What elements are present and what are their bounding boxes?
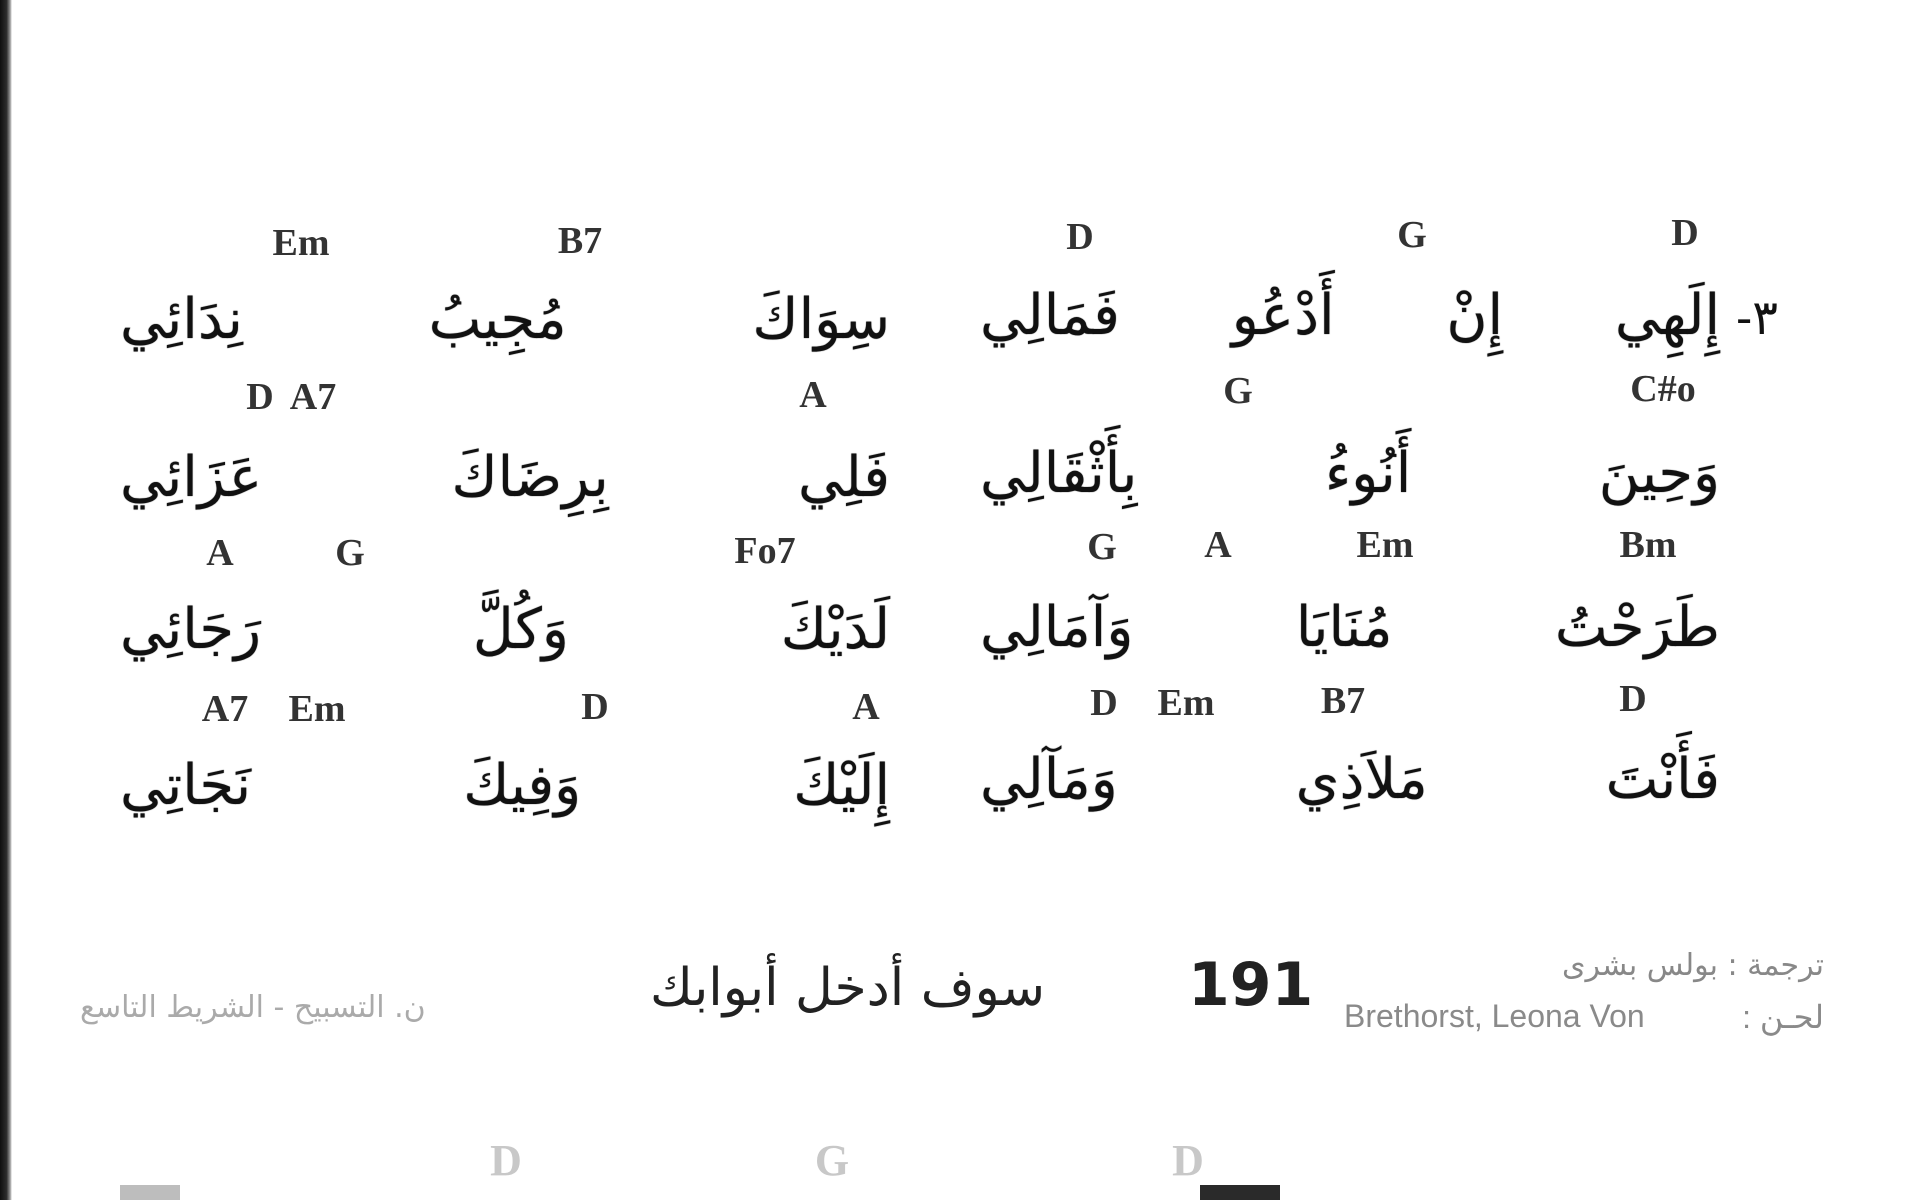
source-credit: ن. التسبيح - الشريط التاسع bbox=[80, 990, 426, 1025]
song-title: سوف أدخل أبوابك bbox=[650, 958, 1046, 1018]
lyric-line: طَرَحْتُ مُنَايَا وَآمَالِي bbox=[980, 595, 1720, 660]
chord: D bbox=[1671, 212, 1699, 254]
chord: Em bbox=[288, 688, 346, 730]
chord: A7 bbox=[289, 376, 337, 418]
next-song-chord: D bbox=[490, 1136, 522, 1185]
lyric-line: إِلَيْكَ وَفِيكَ نَجَاتِي bbox=[120, 753, 890, 818]
translation-credit: ترجمة : بولس بشرى bbox=[1562, 948, 1824, 983]
chord: D bbox=[246, 376, 274, 418]
lyric-line: إِلَهِي إِنْ أَدْعُو فَمَالِي bbox=[980, 283, 1720, 348]
composer-credit bbox=[1344, 998, 1824, 1038]
song-number: 191 bbox=[1188, 950, 1314, 1020]
next-song-chord: G bbox=[814, 1136, 850, 1185]
chord: G bbox=[1087, 526, 1117, 568]
chord: Em bbox=[272, 222, 330, 264]
next-song-chord: D bbox=[1172, 1136, 1204, 1185]
chord: G bbox=[1397, 214, 1427, 256]
chord: D bbox=[1066, 216, 1094, 258]
next-song-text-fragment bbox=[1200, 1185, 1280, 1200]
next-song-text-fragment bbox=[120, 1185, 180, 1200]
chord: A bbox=[206, 532, 234, 574]
chord: G bbox=[335, 532, 365, 574]
chord: Em bbox=[1356, 524, 1414, 566]
composer-label: لحـن : bbox=[1742, 999, 1824, 1035]
chord: D bbox=[1619, 678, 1647, 720]
lyric-line: فَلِي بِرِضَاكَ عَزَائِي bbox=[120, 445, 890, 510]
chord: Fo7 bbox=[734, 530, 796, 572]
chord: D bbox=[1090, 682, 1118, 724]
chord: D bbox=[581, 686, 609, 728]
lyric-line: لَدَيْكَ وَكُلَّ رَجَائِي bbox=[120, 597, 890, 662]
lyric-line: وَحِينَ أَنُوءُ بِأَثْقَالِي bbox=[980, 441, 1720, 506]
composer-name: Brethorst, Leona Von bbox=[1344, 998, 1645, 1034]
lyric-line: سِوَاكَ مُجِيبُ نِدَائِي bbox=[120, 287, 890, 352]
chord: A bbox=[1204, 524, 1232, 566]
chord: B7 bbox=[557, 220, 603, 262]
chord: G bbox=[1223, 370, 1253, 412]
chord: A bbox=[852, 686, 880, 728]
chord: B7 bbox=[1320, 680, 1366, 722]
chord: A7 bbox=[201, 688, 249, 730]
lyric-line: فَأَنْتَ مَلاَذِي وَمَآلِي bbox=[980, 747, 1720, 812]
chord: A bbox=[799, 374, 827, 416]
chord: Bm bbox=[1619, 524, 1677, 566]
chord: Em bbox=[1157, 682, 1215, 724]
verse-number: ٣- bbox=[1736, 290, 1778, 346]
chord: C#o bbox=[1630, 368, 1696, 410]
